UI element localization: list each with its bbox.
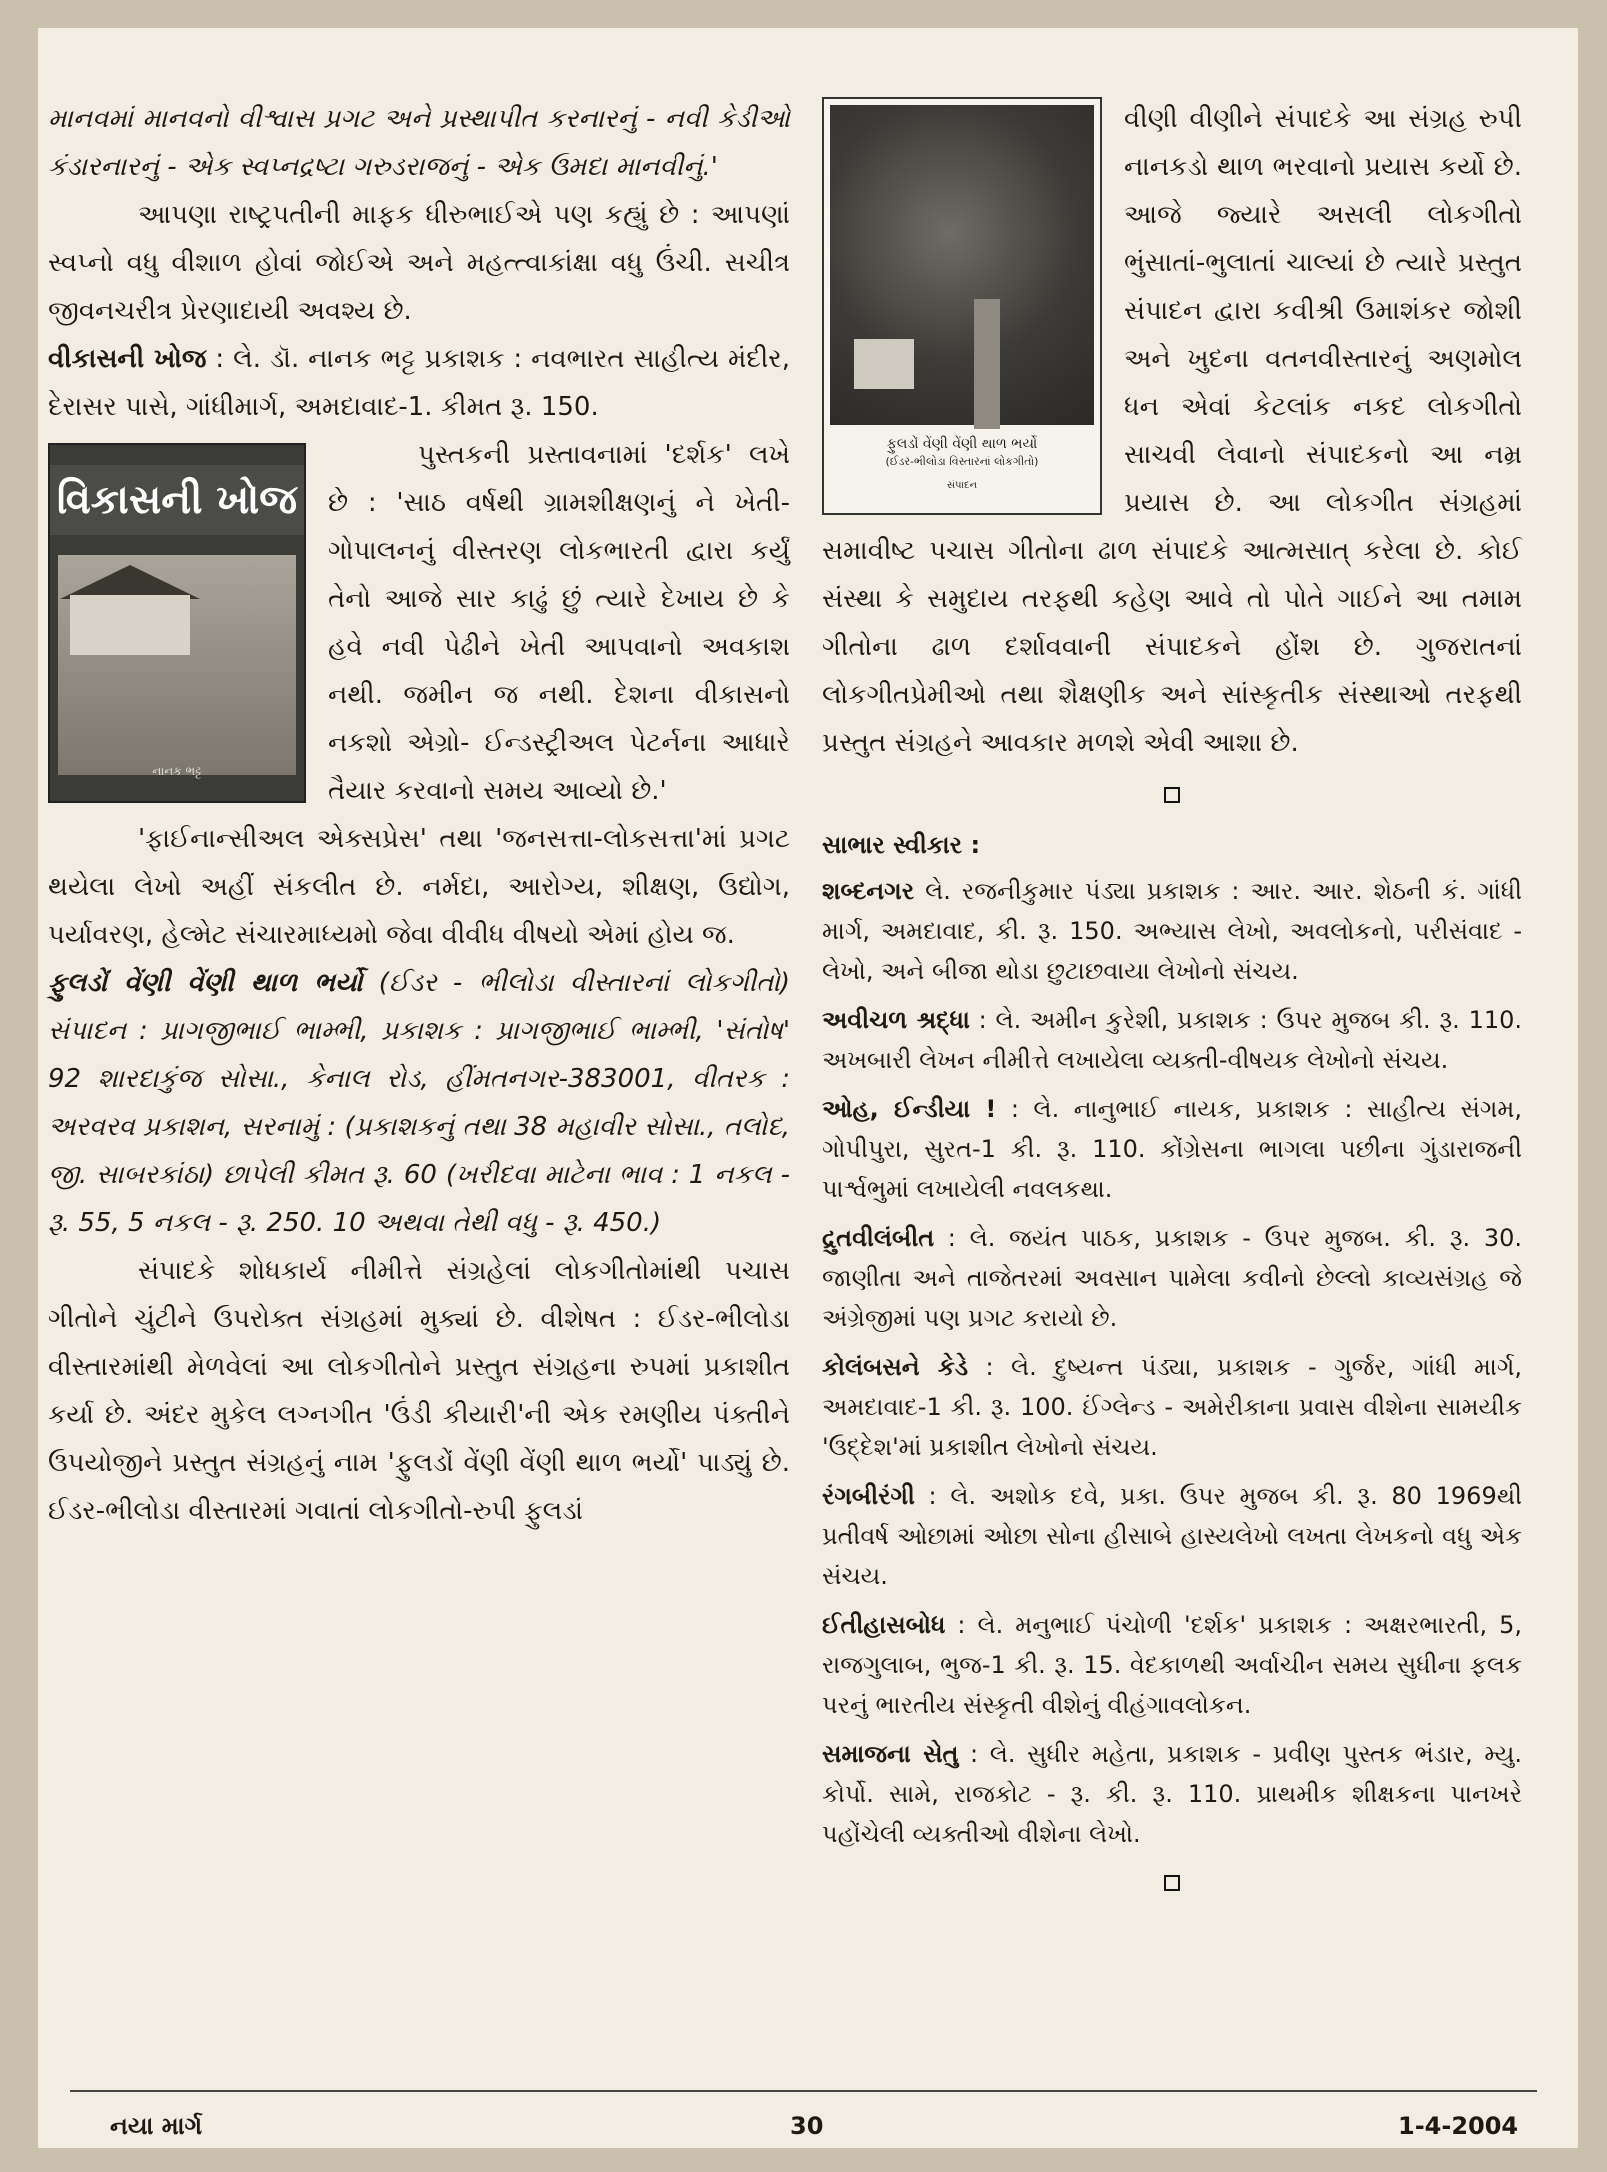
cover-subtitle: (ઈડર-ભીલોડા વિસ્તારનાં લોકગીતો)	[885, 455, 1039, 468]
ack-item: દ્રુતવીલંબીત : લે. જયંત પાઠક, પ્રકાશક - ઉપર મુજબ. કી. રૂ. 30. જાણીતા અને તાજેતરમાં અવસાન પામેલા કવીનો છેલ્લો કાવ્યસંગ્રહ જે અંગ્રેજીમાં પણ પ્રગટ કરાયો છે.	[822, 1224, 1522, 1332]
acknowledgements-heading: સાભાર સ્વીકાર :	[822, 831, 981, 859]
paragraph-2: આપણા રાષ્ટ્રપતીની માફક ધીરુભાઈએ પણ કહ્યું છે : આપણાં સ્વપ્નો વધુ વીશાળ હોવાં જોઈએ અને મહત્ત્વાકાંક્ષા વધુ ઉંચી. સચીત્ર જીવનચરીત્ર પ્રેરણાદાયી અવશ્ય છે.	[48, 200, 790, 326]
left-column	[48, 95, 790, 1535]
footer-magazine-name: નયા માર્ગ	[110, 2112, 203, 2140]
cover-credit: નાનક ભટ્ટ	[152, 764, 202, 778]
tree-trunk	[974, 299, 1000, 429]
cover-title: વિકાસની ખોજ	[50, 465, 304, 535]
book-title: વીકાસની ખોજ	[48, 344, 207, 374]
acknowledgements	[822, 825, 1522, 1903]
section-end-mark	[822, 771, 1522, 819]
hut-roof	[60, 565, 200, 599]
ack-item: રંગબીરંગી : લે. અશોક દવે, પ્રકા. ઉપર મુજબ કી. રૂ. 80 1969થી પ્રતીવર્ષ ઓછામાં ઓછા સોના હીસાબે હાસ્યલેખો લખતા લેખકનો વધુ એક સંચય.	[822, 1482, 1522, 1590]
square-icon	[1164, 1875, 1180, 1891]
cover-editor: સંપાદન	[946, 480, 978, 491]
ack-item: ઈતીહાસબોધ : લે. મનુભાઈ પંચોળી 'દર્શક' પ્રકાશક : અક્ષરભારતી, 5, રાજગુલાબ, ભુજ-1 કી. રૂ. 15. વેદકાળથી અર્વાચીન સમય સુધીના ફલક પરનું ભારતીય સંસ્કૃતી વીશેનું વીહંગાવલોકન.	[822, 1611, 1522, 1719]
section-end-mark	[822, 1863, 1522, 1903]
right-column	[822, 95, 1522, 1903]
book-cover-fuldo	[822, 97, 1102, 515]
issue-date: 1-4-2004	[1398, 2112, 1519, 2140]
square-icon	[1164, 787, 1180, 803]
ack-item: અવીચળ શ્રદ્ધા : લે. અમીન કુરેશી, પ્રકાશક : ઉપર મુજબ કી. રૂ. 110. અખબારી લેખન નીમીત્તે લખાયેલા વ્યક્તી-વીષયક લેખોનો સંચય.	[822, 1006, 1523, 1074]
page-number: 30	[790, 2112, 824, 2140]
book-entry-vikasni-khoj: વીકાસની ખોજ : લે. ડૉ. નાનક ભટ્ટ પ્રકાશક : નવભારત સાહીત્ય મંદીર, દેરાસર પાસે, ગાંધીમાર્ગ, અમદાવાદ-1. કીમત રૂ. 150.	[48, 344, 790, 422]
cover-title: ફુલડોં વેંણી વેંણી થાળ ભર્યો	[886, 436, 1038, 452]
paragraph-continued: વીણી વીણીને સંપાદકે આ સંગ્રહ રુપી નાનકડો થાળ ભરવાનો પ્રયાસ કર્યો છે. આજે જ્યારે અસલી લોકગીતો ભુંસાતાં-ભુલાતાં ચાલ્યાં છે ત્યારે પ્રસ્તુત સંપાદન દ્વારા કવીશ્રી ઉમાશંકર જોશી અને ખુદના વતનવીસ્તારનું અણમોલ ધન એવાં કેટલાંક નકદ લોકગીતો સાચવી લેવાનો સંપાદકનો આ નમ્ર પ્રયાસ છે. આ લોકગીત સંગ્રહમાં સમાવીષ્ટ પચાસ ગીતોના ઢાળ સંપાદકે આત્મસાત્ કરેલા છે. કોઈ સંસ્થા કે સમુદાય તરફથી કહેણ આવે તો પોતે ગાઈને આ તમામ ગીતોના ઢાળ દર્શાવવાની સંપાદકને હોંશ છે. ગુજરાતનાં લોકગીતપ્રેમીઓ તથા શૈક્ષણીક અને સાંસ્કૃતીક સંસ્થાઓ તરફથી પ્રસ્તુત સંગ્રહને આવકાર મળશે એવી આશા છે.	[822, 104, 1522, 758]
footer-rule	[70, 2090, 1537, 2092]
ack-item: સમાજના સેતુ : લે. સુધીર મહેતા, પ્રકાશક - પ્રવીણ પુસ્તક ભંડાર, મ્યુ. કોર્પો. સામે, રાજકોટ - રૂ. કી. રૂ. 110. પ્રાથમીક શીક્ષકના પાનખરે પહોંચેલી વ્યક્તીઓ વીશેના લેખો.	[822, 1740, 1522, 1848]
ack-item: શબ્દનગર લે. રજનીકુમાર પંડ્યા પ્રકાશક : આર. આર. શેઠની કં. ગાંધી માર્ગ, અમદાવાદ, કી. રૂ. 150. અભ્યાસ લેખો, અવલોકનો, પરીસંવાદ - લેખો, અને બીજા થોડા છુટાછવાયા લેખોનો સંચય.	[822, 877, 1522, 985]
book-cover-vikasni-khoj	[48, 443, 306, 803]
paragraph-1: માનવમાં માનવનો વીશ્વાસ પ્રગટ અને પ્રસ્થાપીત કરનારનું - નવી કેડીઓ કંડારનારનું - એક સ્વપ્નદ્રષ્ટા ગરુડરાજનું - એક ઉમદા માનવીનું.'	[48, 104, 790, 182]
ack-item: ઓહ, ઈન્ડીયા ! : લે. નાનુભાઈ નાયક, પ્રકાશક : સાહીત્ય સંગમ, ગોપીપુરા, સુરત-1 કી. રૂ. 110. કોંગ્રેસના ભાગલા પછીના ગુંડારાજની પાર્શ્વભુમાં લખાયેલી નવલકથા.	[822, 1095, 1523, 1203]
paragraph-preface: પુસ્તકની પ્રસ્તાવનામાં 'દર્શક' લખે છે : 'સાઠ વર્ષથી ગ્રામશીક્ષણનું ને ખેતી-ગોપાલનનું વીસ્તરણ લોકભારતી દ્વારા કર્યું તેનો આજે સાર કાઢું છું ત્યારે દેખાય છે કે હવે નવી પેઢીને ખેતી આપવાનો અવકાશ નથી. જમીન જ નથી. દેશના વીકાસનો નકશો એગ્રો- ઈન્ડસ્ટ્રીઅલ પેટર્નના આધારે તૈયાર કરવાનો સમય આવ્યો છે.'	[328, 440, 790, 806]
hut	[70, 595, 190, 655]
paragraph-articles: 'ફાઈનાન્સીઅલ એક્સપ્રેસ' તથા 'જનસત્તા-લોકસત્તા'માં પ્રગટ થયેલા લેખો અહીં સંકલીત છે. નર્મદા, આરોગ્ય, શીક્ષણ, ઉદ્યોગ, પર્યાવરણ, હેલ્મેટ સંચારમાધ્યમો જેવા વીવીધ વીષયો એમાં હોય જ.	[48, 824, 790, 950]
book-title: ફુલડોં વેંણી વેંણી થાળ ભર્યો	[48, 968, 363, 998]
ack-item: કોલંબસને કેડે : લે. દુષ્યન્ત પંડ્યા, પ્રકાશક - ગુર્જર, ગાંધી માર્ગ, અમદાવાદ-1 કી. રૂ. 100. ઈંગ્લેન્ડ - અમેરીકાના પ્રવાસ વીશેના સામયીક 'ઉદ્દેશ'માં પ્રકાશીત લેખોનો સંચય.	[822, 1353, 1522, 1461]
book-entry-fuldo: ફુલડોં વેંણી વેંણી થાળ ભર્યો (ઈડર - ભીલોડા વીસ્તારનાં લોકગીતો) સંપાદન : પ્રાગજીભાઈ ભામ્ભી, પ્રકાશક : પ્રાગજીભાઈ ભામ્ભી, 'સંતોષ' 92 શારદાકુંજ સોસા., કેનાલ રોડ, હીંમતનગર-383001, વીતરક : અરવરવ પ્રકાશન, સરનામું : (પ્રકાશકનું તથા 38 મહાવીર સોસા., તલોદ, જી. સાબરકાંઠા) છાપેલી કીમત રૂ. 60 (ખરીદવા માટેના ભાવ : 1 નકલ - રૂ. 55, 5 નકલ - રૂ. 250. 10 અથવા તેથી વધુ - રૂ. 450.)	[48, 968, 790, 1238]
paragraph-editor: સંપાદકે શોધકાર્ય નીમીત્તે સંગ્રહેલાં લોકગીતોમાંથી પચાસ ગીતોને ચુંટીને ઉપરોક્ત સંગ્રહમાં મુક્યાં છે. વીશેષત : ઈડર-ભીલોડા વીસ્તારમાંથી મેળવેલાં આ લોકગીતોને પ્રસ્તુત સંગ્રહના રુપમાં પ્રકાશીત કર્યા છે. અંદર મુકેલ લગ્નગીત 'ઉંડી કીયારી'ની એક રમણીય પંક્તીને ઉપયોજીને પ્રસ્તુત સંગ્રહનું નામ 'ફુલડોં વેંણી વેંણી થાળ ભર્યો' પાડ્યું છે. ઈડર-ભીલોડા વીસ્તારમાં ગવાતાં લોકગીતો-રુપી ફુલડાં	[48, 1256, 790, 1526]
hut	[854, 339, 914, 389]
